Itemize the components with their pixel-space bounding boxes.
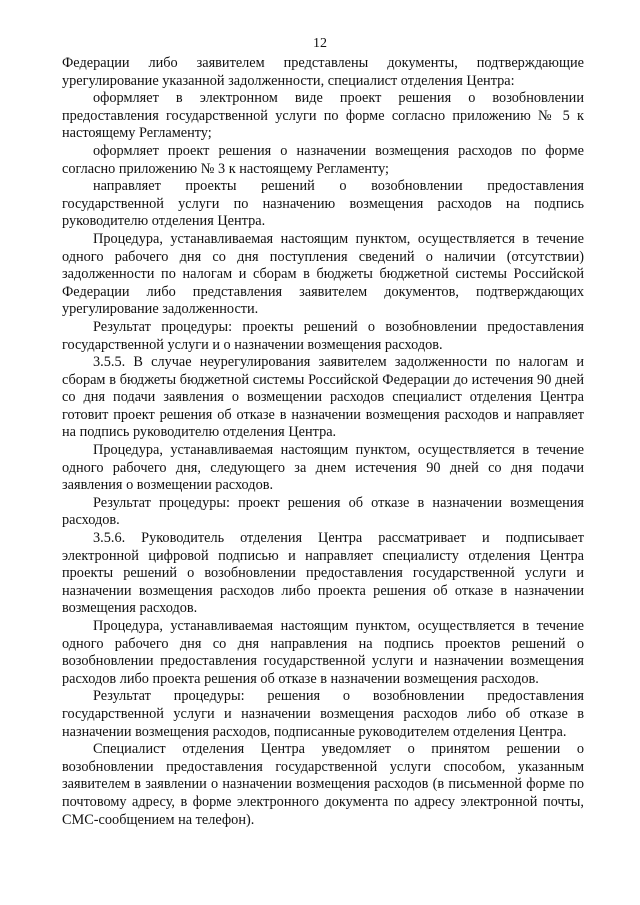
paragraph-continuation: Федерации либо заявителем представлены документы, подтверждающие урегулирование указанной задолженности, специалист отделения Центра: [62,55,584,89]
page-number: 12 [313,36,327,51]
paragraph-item-prepare-assignment-draft: оформляет проект решения о назначении возмещения расходов по форме согласно приложению № 3 к настоящему Регламенту; [62,142,584,177]
paragraph-procedure-term: Процедура, устанавливаемая настоящим пунктом, осуществляется в течение одного рабочего дня, следующего за днем истечения 90 дней со дня подачи заявления о возмещении расходов. [62,442,584,494]
paragraph-section-3-5-5: 3.5.5. В случае неурегулирования заявителем задолженности по налогам и сборам в бюджеты бюджетной системы Российской Федерации до истечения 90 дней со дня подачи заявления о возмещении расходов специалист отделения Центра готовит проект решения об отказе в назначении возмещения расходов и направляет на подпись руководителю отделения Центра. [62,354,584,441]
paragraph-procedure-term: Процедура, устанавливаемая настоящим пунктом, осуществляется в течение одного рабочего дня со дня направления на подпись проектов решений о возобновлении предоставления государственной услуги и назначении возмещения расходов либо проекта решения об отказе в назначении возмещения расходов. [62,618,584,687]
document-body [62,55,584,829]
paragraph-procedure-result: Результат процедуры: проект решения об отказе в назначении возмещения расходов. [62,494,584,529]
paragraph-procedure-result: Результат процедуры: решения о возобновлении предоставления государственной услуги и назначении возмещения расходов либо об отказе в назначении возмещения расходов, подписанные руководителем отделения Центра. [62,688,584,740]
paragraph-item-send-drafts: направляет проекты решений о возобновлении предоставления государственной услуги по назначению возмещения расходов на подпись руководителю отделения Центра. [62,178,584,230]
paragraph-procedure-result: Результат процедуры: проекты решений о возобновлении предоставления государственной услуги и о назначении возмещения расходов. [62,318,584,353]
paragraph-section-3-5-6: 3.5.6. Руководитель отделения Центра рассматривает и подписывает электронной цифровой подписью и направляет специалисту отделения Центра проекты решений о возобновлении предоставления государственной услуги и назначении возмещения расходов либо проекта решения об отказе в назначении возмещения расходов. [62,530,584,617]
paragraph-item-prepare-resume-draft: оформляет в электронном виде проект решения о возобновлении предоставления государственной услуги по форме согласно приложению № 5 к настоящему Регламенту; [62,90,584,142]
paragraph-procedure-term: Процедура, устанавливаемая настоящим пунктом, осуществляется в течение одного рабочего дня со дня поступления сведений о наличии (отсутствии) задолженности по налогам и сборам в бюджеты бюджетной системы Российской Федерации либо представления заявителем документов, подтверждающих урегулирование задолженности. [62,230,584,318]
paragraph-notification: Специалист отделения Центра уведомляет о принятом решении о возобновлении предоставления государственной услуги способом, указанным заявителем в заявлении о назначении возмещения расходов (в письменной форме по почтовому адресу, в форме электронного документа по адресу электронной почты, СМС-сообщением на телефон). [62,741,584,828]
